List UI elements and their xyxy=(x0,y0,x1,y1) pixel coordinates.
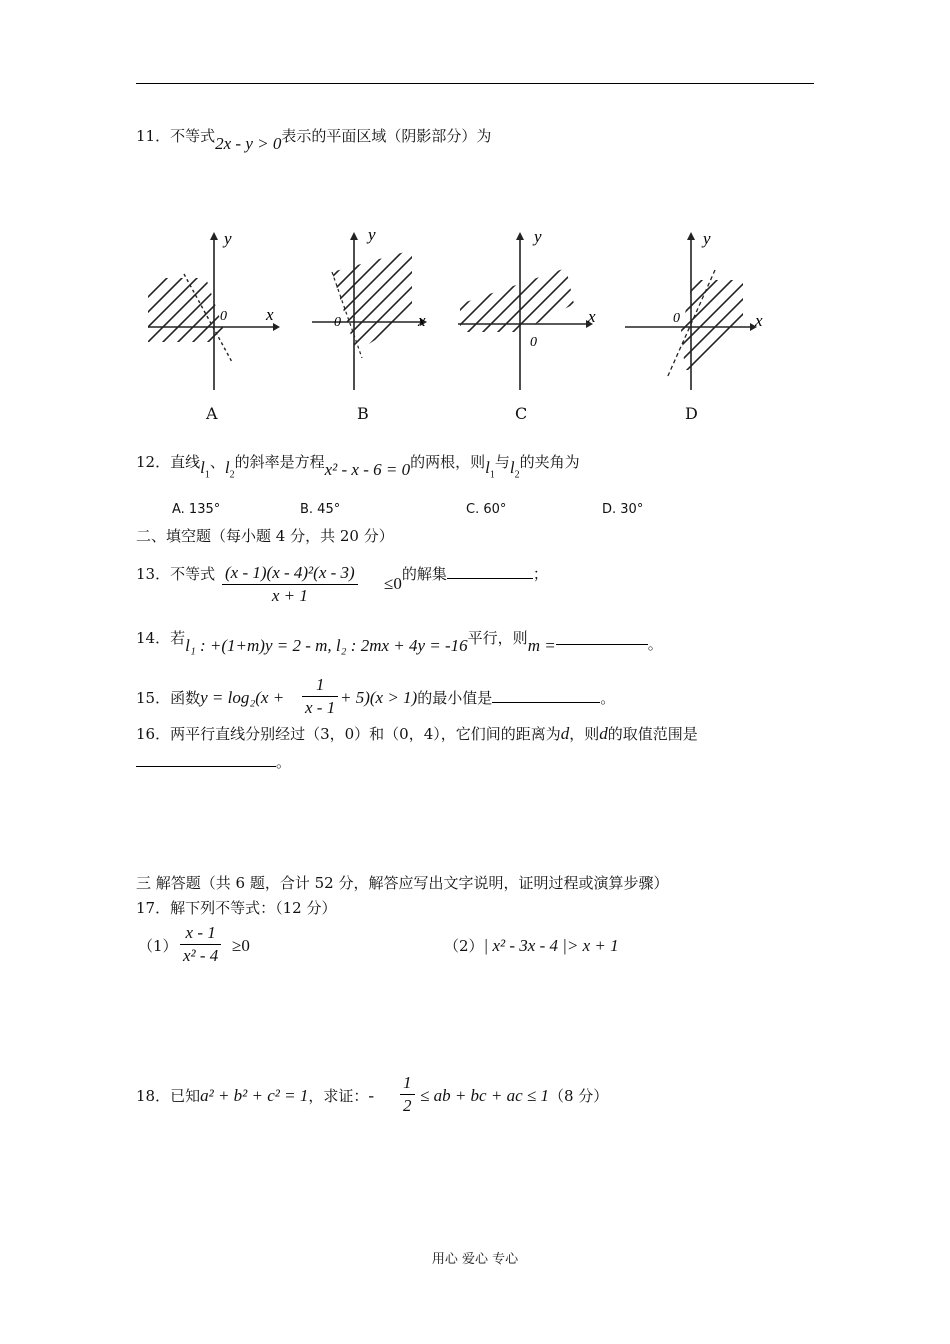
question-number: 16． xyxy=(136,725,171,743)
fraction xyxy=(180,922,221,967)
section-3-heading: 三 解答题（共 6 题，合计 52 分，解答应写出文字说明，证明过程或演算步骤） xyxy=(136,874,669,892)
x-label: x xyxy=(418,311,426,330)
question-12: 12．直线$l_1$、$l_2$的斜率是方程x² - x - 6 = 0的两根，则$l_1$与$l_2$的夹角为 xyxy=(136,453,580,481)
line-l2: $l_2$ xyxy=(224,458,235,481)
question-number: 14． xyxy=(136,629,171,647)
footer: 用心 爱心 专心 xyxy=(431,1252,519,1267)
question-14: 14．若l₁ : +(1+m)y = 2 - m, l₂ : 2mx + 4y = -16平行，则m = 。 xyxy=(136,629,663,655)
question-text: 不等式 xyxy=(170,127,216,145)
question-15 xyxy=(136,688,284,708)
graph-d xyxy=(625,222,770,392)
numerator: x - 1 xyxy=(185,923,216,942)
graph-label-c: C xyxy=(515,404,528,423)
function-expression: y = log₂(x + xyxy=(200,688,285,707)
graph-b xyxy=(312,222,447,392)
question-text: 的夹角为 xyxy=(519,453,580,471)
graph-c xyxy=(458,222,608,392)
question-number: 18． xyxy=(136,1087,171,1105)
origin-label: 0 xyxy=(530,335,537,350)
line-l2: $l_2$ xyxy=(509,458,520,481)
inequality: | x² - 3x - 4 |> x + 1 xyxy=(483,936,619,955)
y-label: y xyxy=(534,227,542,246)
function-expression: + 5)(x > 1) xyxy=(340,688,418,707)
denominator: x + 1 xyxy=(222,584,358,607)
numerator: (x - 1)(x - 4)²(x - 3) xyxy=(225,563,355,582)
option-a[interactable]: A. 135° xyxy=(172,502,221,517)
question-number: 17． xyxy=(136,899,171,917)
variable-d: d xyxy=(599,724,608,743)
answer-blank[interactable] xyxy=(556,630,648,645)
relation: ≤0 xyxy=(384,574,402,593)
fraction xyxy=(302,674,338,719)
question-18: 18．已知a² + b² + c² = 1，求证：- xyxy=(136,1086,375,1105)
answer-blank[interactable] xyxy=(136,752,276,767)
question-15-tail: + 5)(x > 1)的最小值是 。 xyxy=(340,688,616,707)
question-text: 的取值范围是 xyxy=(607,725,698,743)
inequality: ≤ ab + bc + ac ≤ 1 xyxy=(420,1086,549,1105)
option-d[interactable]: D. 30° xyxy=(602,502,644,517)
question-text: 两平行直线分别经过（3，0）和（0，4），它们间的距离为 xyxy=(170,725,561,743)
question-17 xyxy=(136,898,336,918)
question-18-tail xyxy=(420,1086,608,1106)
numerator: 1 xyxy=(315,675,325,694)
question-text: 已知 xyxy=(170,1087,201,1105)
question-text: 平行，则 xyxy=(467,629,528,647)
score: （8 分） xyxy=(548,1087,609,1105)
question-text: 函数 xyxy=(170,689,201,707)
question-text: 的斜率是方程 xyxy=(234,453,325,471)
answer-blank[interactable] xyxy=(447,564,533,579)
question-13 xyxy=(136,564,215,584)
question-text: 不等式 xyxy=(170,565,216,583)
x-label: x xyxy=(266,305,274,324)
y-label: y xyxy=(368,225,376,244)
graph-label-b: B xyxy=(357,404,369,423)
denominator: 2 xyxy=(400,1094,415,1117)
question-text: 的解集 xyxy=(401,565,447,583)
graph-a xyxy=(148,222,283,392)
question-13-tail: ≤0的解集 ； xyxy=(384,565,548,593)
equation: x² - x - 6 = 0 xyxy=(324,460,411,479)
variable-d: d xyxy=(560,724,570,743)
question-16-answer: 。 xyxy=(136,752,291,772)
question-17-part-1-label: （1） xyxy=(138,937,178,955)
x-label: x xyxy=(588,307,596,326)
header-rule xyxy=(136,83,814,84)
y-label: y xyxy=(703,229,711,248)
given-condition: a² + b² + c² = 1 xyxy=(200,1086,309,1105)
denominator: x² - 4 xyxy=(180,944,221,967)
question-text: 的最小值是 xyxy=(417,689,493,707)
equation: l₁ : +(1+m)y = 2 - m, l₂ : 2mx + 4y = -16 xyxy=(185,636,468,655)
variable-m: m = xyxy=(527,636,556,655)
origin-label: 0 xyxy=(220,309,227,324)
question-11 xyxy=(136,126,492,153)
question-17-part-1-relation: ≥0 xyxy=(232,936,250,955)
fraction xyxy=(400,1072,415,1117)
graph-label-d: D xyxy=(685,404,698,423)
origin-label: 0 xyxy=(673,311,680,326)
line-l1: $l_1$ xyxy=(485,458,495,481)
answer-blank[interactable] xyxy=(492,688,600,703)
question-17-part-2: （2）| x² - 3x - 4 |> x + 1 xyxy=(444,936,619,955)
y-label: y xyxy=(224,229,232,248)
numerator: 1 xyxy=(403,1073,412,1092)
question-number: 12． xyxy=(136,453,171,471)
question-number: 15． xyxy=(136,689,171,707)
option-c[interactable]: C. 60° xyxy=(466,502,507,517)
line-l1: $l_1$ xyxy=(200,458,210,481)
question-16: 16．两平行直线分别经过（3，0）和（0，4），它们间的距离为d，则d的取值范围是 xyxy=(136,724,698,743)
origin-label: 0 xyxy=(334,315,341,330)
question-text: 直线 xyxy=(170,453,201,471)
x-label: x xyxy=(755,311,763,330)
denominator: x - 1 xyxy=(302,696,338,719)
question-text: 的两根，则 xyxy=(410,453,486,471)
question-number: 13． xyxy=(136,565,171,583)
inequality: 2x - y > 0 xyxy=(215,134,282,153)
fraction xyxy=(222,562,358,607)
graph-label-a: A xyxy=(206,404,218,423)
question-text: 若 xyxy=(170,629,186,647)
option-b[interactable]: B. 45° xyxy=(300,502,341,517)
question-number: 11． xyxy=(136,127,171,145)
question-12-options xyxy=(172,500,643,520)
question-text: 解下列不等式：（12 分） xyxy=(170,899,337,917)
section-2-heading: 二、填空题（每小题 4 分，共 20 分） xyxy=(136,527,394,545)
question-text: 表示的平面区域（阴影部分）为 xyxy=(281,127,492,145)
